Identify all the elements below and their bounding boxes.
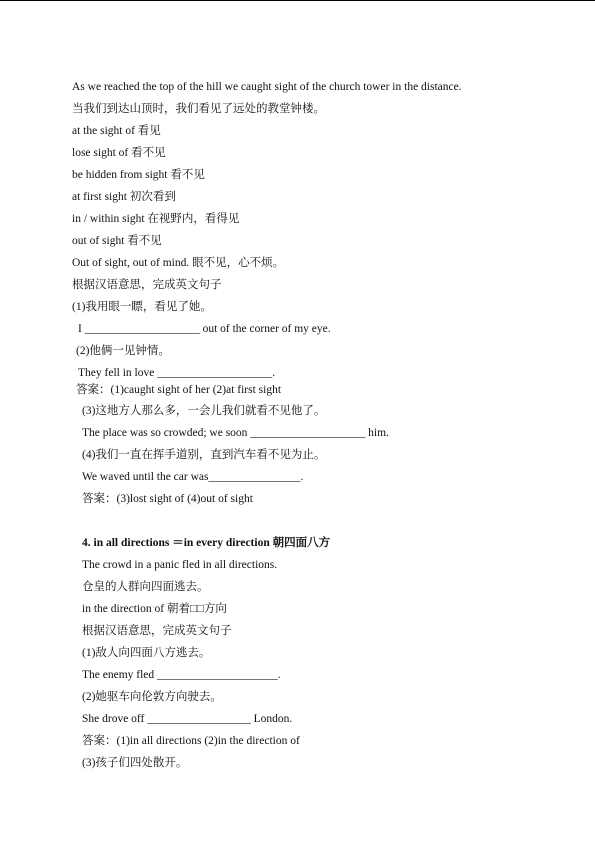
exercise-b-item-1-en: The enemy fled _____________________.: [82, 669, 281, 681]
exercise-b-item-2-en: She drove off __________________ London.: [82, 713, 293, 725]
exercise-item-3-zh: (3)这地方人那么多，一会儿我们就看不见他了。: [82, 405, 326, 417]
exercise-b-item-2-zh: (2)她驱车向伦敦方向驶去。: [82, 691, 222, 703]
exercise-b-item-3-zh: (3)孩子们四处散开。: [82, 757, 188, 769]
exercise-item-4-zh: (4)我们一直在挥手道别，直到汽车看不见为止。: [82, 449, 326, 461]
exercise-b-item-1-zh: (1)敌人向四面八方逃去。: [82, 647, 211, 659]
example-directions-en: The crowd in a panic fled in all directions.: [82, 559, 278, 571]
exercise-instruction: 根据汉语意思，完成英文句子: [72, 279, 222, 291]
section-heading-in-all-directions: 4. in all directions ＝in every direction 朝四面八方: [82, 537, 331, 549]
phrase-out-of-sight: out of sight 看不见: [72, 235, 162, 247]
answer-1-2: 答案：(1)caught sight of her (2)at first sight: [76, 384, 282, 396]
example-sentence-en: As we reached the top of the hill we caught sight of the church tower in the distance.: [72, 81, 462, 93]
answer-3-4: 答案：(3)lost sight of (4)out of sight: [82, 493, 253, 505]
phrase-be-hidden-from-sight: be hidden from sight 看不见: [72, 169, 205, 181]
exercise-item-2-en: They fell in love ____________________.: [78, 367, 276, 379]
example-sentence-zh: 当我们到达山顶时，我们看见了远处的教堂钟楼。: [72, 103, 325, 115]
phrase-at-first-sight: at first sight 初次看到: [72, 191, 176, 203]
exercise-item-1-en: I ____________________ out of the corner of my eye.: [78, 323, 331, 335]
exercise-item-3-en: The place was so crowded; we soon ____________________ him.: [82, 427, 389, 439]
phrase-at-the-sight-of: at the sight of 看见: [72, 125, 161, 137]
proverb-out-of-sight: Out of sight, out of mind. 眼不见，心不烦。: [72, 257, 285, 269]
exercise-instruction-2: 根据汉语意思，完成英文句子: [82, 625, 232, 637]
exercise-item-1-zh: (1)我用眼一瞟，看见了她。: [72, 301, 212, 313]
exercise-item-4-en: We waved until the car was________________.: [82, 471, 304, 483]
phrase-in-the-direction-of: in the direction of 朝着□□方向: [82, 603, 227, 615]
answer-b-1-2: 答案：(1)in all directions (2)in the direction of: [82, 735, 300, 747]
phrase-within-sight: in / within sight 在视野内，看得见: [72, 213, 240, 225]
page-top-rule: [0, 0, 595, 1]
exercise-item-2-zh: (2)他俩一见钟情。: [76, 345, 170, 357]
example-directions-zh: 仓皇的人群向四面逃去。: [82, 581, 209, 593]
phrase-lose-sight-of: lose sight of 看不见: [72, 147, 166, 159]
